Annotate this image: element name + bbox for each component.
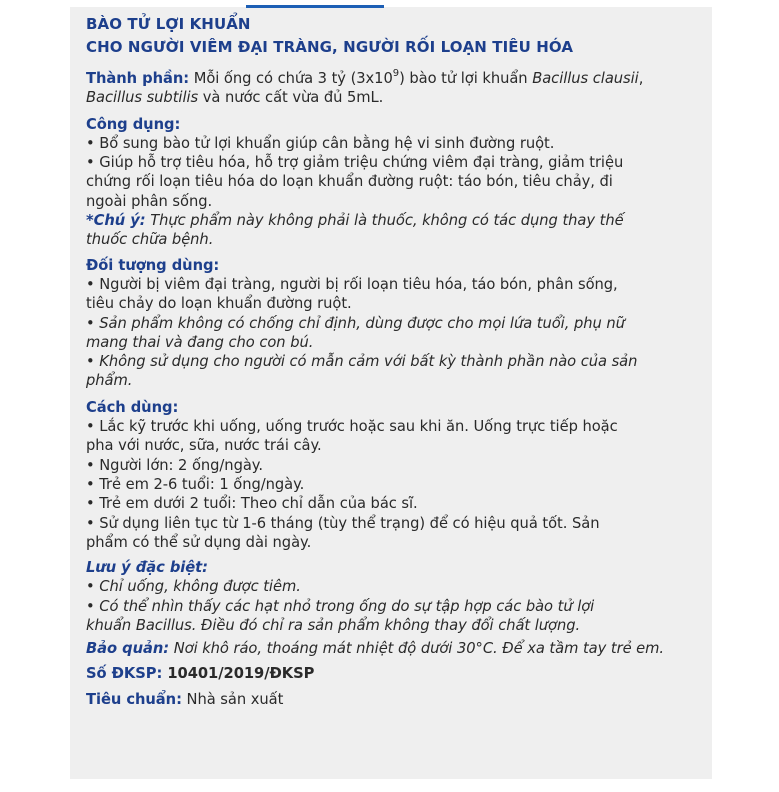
list-item: • Bổ sung bào tử lợi khuẩn giúp cân bằng hệ vi sinh đường ruột. bbox=[86, 134, 555, 152]
storage-label: Bảo quản: bbox=[86, 640, 170, 658]
section-special-notes: Lưu ý đặc biệt: • Chỉ uống, không được tiêm. • Có thể nhìn thấy các hạt nhỏ trong ống do sự tập hợp các bào tử lợi khuẩn Bacillus. Điều đó chỉ ra sản phẩm không thay đổi chất lượng. bbox=[86, 558, 706, 635]
list-item: • Giúp hỗ trợ tiêu hóa, hỗ trợ giảm triệu chứng viêm đại tràng, giảm triệu bbox=[86, 154, 624, 172]
list-item: • Trẻ em 2-6 tuổi: 1 ống/ngày. bbox=[86, 475, 305, 493]
list-item: • Trẻ em dưới 2 tuổi: Theo chỉ dẫn của bác sĩ. bbox=[86, 495, 418, 513]
leaflet-content bbox=[86, 13, 706, 709]
list-item: • Người lớn: 2 ống/ngày. bbox=[86, 456, 263, 474]
section-directions: Cách dùng: • Lắc kỹ trước khi uống, uống trước hoặc sau khi ăn. Uống trực tiếp hoặc pha với nước, sữa, nước trái cây. • Người lớn: 2 ống/ngày. • Trẻ em 2-6 tuổi: 1 ống/ngày. • Trẻ em dưới 2 tuổi: Theo chỉ dẫn của bác sĩ. • Sử dụng liên tục từ 1-6 tháng (tùy thể trạng) để có hiệu quả tốt. Sản phẩm có thể sử dụng dài ngày. bbox=[86, 398, 706, 552]
registration-label: Số ĐKSP: bbox=[86, 664, 163, 682]
list-item: • Sử dụng liên tục từ 1-6 tháng (tùy thể trạng) để có hiệu quả tốt. Sản bbox=[86, 514, 600, 532]
list-item: • Người bị viêm đại tràng, người bị rối loạn tiêu hóa, táo bón, phân sống, bbox=[86, 275, 618, 293]
list-item: • Có thể nhìn thấy các hạt nhỏ trong ống do sự tập hợp các bào tử lợi bbox=[86, 597, 595, 615]
registration-number: 10401/2019/ĐKSP bbox=[162, 664, 315, 682]
leaflet-title bbox=[86, 13, 706, 59]
list-item: • Sản phẩm không có chống chỉ định, dùng được cho mọi lứa tuổi, phụ nữ bbox=[86, 314, 625, 332]
ingredients-heading: Thành phần: bbox=[86, 70, 190, 87]
title-line-2: CHO NGƯỜI VIÊM ĐẠI TRÀNG, NGƯỜI RỐI LOẠN TIÊU HÓA bbox=[86, 38, 574, 56]
section-registration bbox=[86, 664, 706, 683]
section-ingredients: Thành phần: Mỗi ống có chứa 3 tỷ $(3x10^9)$ bào tử lợi khuẩn Bacillus clausii, Bacillus subtilis và nước cất vừa đủ 5mL. bbox=[86, 68, 644, 107]
uses-heading: Công dụng: bbox=[86, 115, 181, 133]
section-standard: Tiêu chuẩn: Nhà sản xuất bbox=[86, 690, 284, 708]
directions-heading: Cách dùng: bbox=[86, 398, 179, 416]
list-item: • Chỉ uống, không được tiêm. bbox=[86, 578, 301, 596]
leaflet-panel bbox=[70, 5, 712, 779]
standard-label: Tiêu chuẩn: bbox=[86, 690, 182, 708]
title-line-1: BÀO TỬ LỢI KHUẨN bbox=[86, 15, 251, 33]
uses-note: *Chú ý: Thực phẩm này không phải là thuốc, không có tác dụng thay thế bbox=[86, 212, 624, 230]
accent-bar bbox=[246, 5, 384, 8]
list-item: • Không sử dụng cho người có mẫn cảm với bất kỳ thành phần nào của sản bbox=[86, 353, 638, 371]
section-storage: Bảo quản: Nơi khô ráo, thoáng mát nhiệt độ dưới 30°C. Để xa tầm tay trẻ em. bbox=[86, 640, 665, 658]
section-target-users: Đối tượng dùng: • Người bị viêm đại tràng, người bị rối loạn tiêu hóa, táo bón, phân sống, tiêu chảy do loạn khuẩn đường ruột. • Sản phẩm không có chống chỉ định, dùng được cho mọi lứa tuổi, phụ nữ mang thai và đang cho con bú. • Không sử dụng cho người có mẫn cảm với bất kỳ thành phần nào của sản phẩm. bbox=[86, 256, 706, 391]
target-users-heading: Đối tượng dùng: bbox=[86, 256, 220, 274]
section-uses: Công dụng: • Bổ sung bào tử lợi khuẩn giúp cân bằng hệ vi sinh đường ruột. • Giúp hỗ trợ tiêu hóa, hỗ trợ giảm triệu chứng viêm đại tràng, giảm triệu chứng rối loạn tiêu hóa do loạn khuẩn đường ruột: táo bón, tiêu chảy, đi ngoài phân sống. *Chú ý: Thực phẩm này không phải là thuốc, không có tác dụng thay thế thuốc chữa bệnh. bbox=[86, 115, 706, 250]
list-item: • Lắc kỹ trước khi uống, uống trước hoặc sau khi ăn. Uống trực tiếp hoặc bbox=[86, 418, 618, 436]
special-notes-heading: Lưu ý đặc biệt: bbox=[86, 559, 208, 577]
